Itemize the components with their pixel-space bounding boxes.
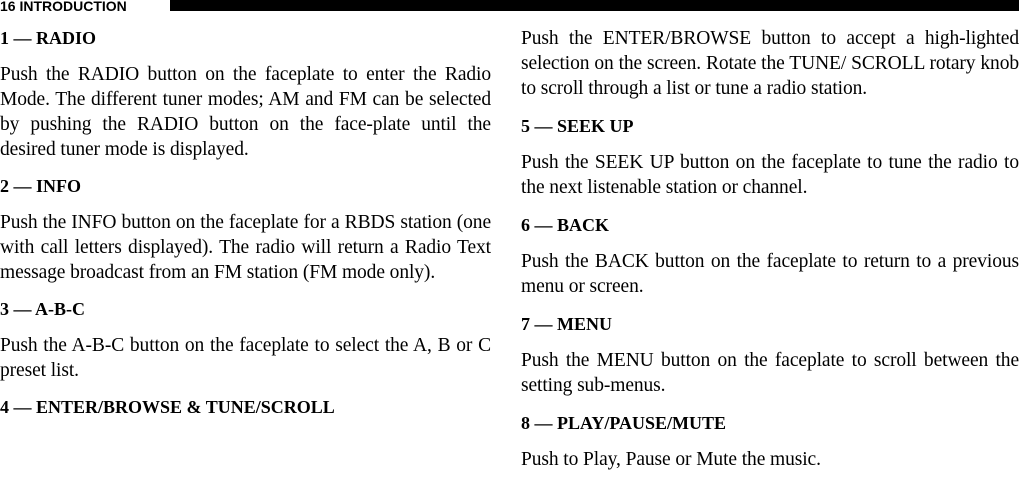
- section-title: 4 — ENTER/BROWSE & TUNE/SCROLL: [0, 397, 335, 417]
- section-title: 7 — MENU: [521, 314, 612, 334]
- section-body: Push the ENTER/BROWSE button to accept a high-lighted selection on the screen. Rotate the TUNE/ SCROLL rotary knob to scroll through a list or tune a radio station.: [521, 28, 1019, 99]
- header-rule-bar: [170, 0, 1019, 11]
- section-abc: [0, 297, 491, 383]
- section-menu: [521, 312, 1019, 398]
- page-number-title: 16 INTRODUCTION: [0, 0, 127, 14]
- page-header: [0, 0, 1019, 14]
- section-title: 8 — PLAY/PAUSE/MUTE: [521, 413, 727, 433]
- section-info: [0, 174, 491, 285]
- section-seek-up: [521, 114, 1019, 200]
- section-body: Push the INFO button on the faceplate for a RBDS station (one with call letters displayed). The radio will return a Radio Text message broadcast from an FM station (FM mode only).: [0, 212, 491, 283]
- section-title: 6 — BACK: [521, 215, 610, 235]
- section-play-pause-mute: [521, 411, 1019, 472]
- section-title: 1 — RADIO: [0, 28, 97, 48]
- section-enter-browse: [0, 395, 491, 417]
- section-enter-browse-continued: [521, 26, 1019, 101]
- section-title: 5 — SEEK UP: [521, 116, 634, 136]
- section-body: Push the SEEK UP button on the faceplate to tune the radio to the next listenable station or channel.: [521, 152, 1019, 198]
- left-column: [0, 26, 491, 417]
- section-body: Push the BACK button on the faceplate to return to a previous menu or screen.: [521, 251, 1019, 297]
- right-column: [521, 26, 1019, 485]
- section-title: 3 — A-B-C: [0, 299, 85, 319]
- section-body: Push to Play, Pause or Mute the music.: [521, 449, 821, 470]
- section-back: [521, 213, 1019, 299]
- section-radio: [0, 26, 491, 162]
- section-body: Push the RADIO button on the faceplate to enter the Radio Mode. The different tuner modes; AM and FM can be selected by pushing the RADIO button on the face-plate until the desired tuner mode is displayed.: [0, 64, 491, 160]
- section-title: 2 — INFO: [0, 176, 81, 196]
- section-body: Push the MENU button on the faceplate to scroll between the setting sub-menus.: [521, 350, 1019, 396]
- section-body: Push the A-B-C button on the faceplate to select the A, B or C preset list.: [0, 335, 491, 381]
